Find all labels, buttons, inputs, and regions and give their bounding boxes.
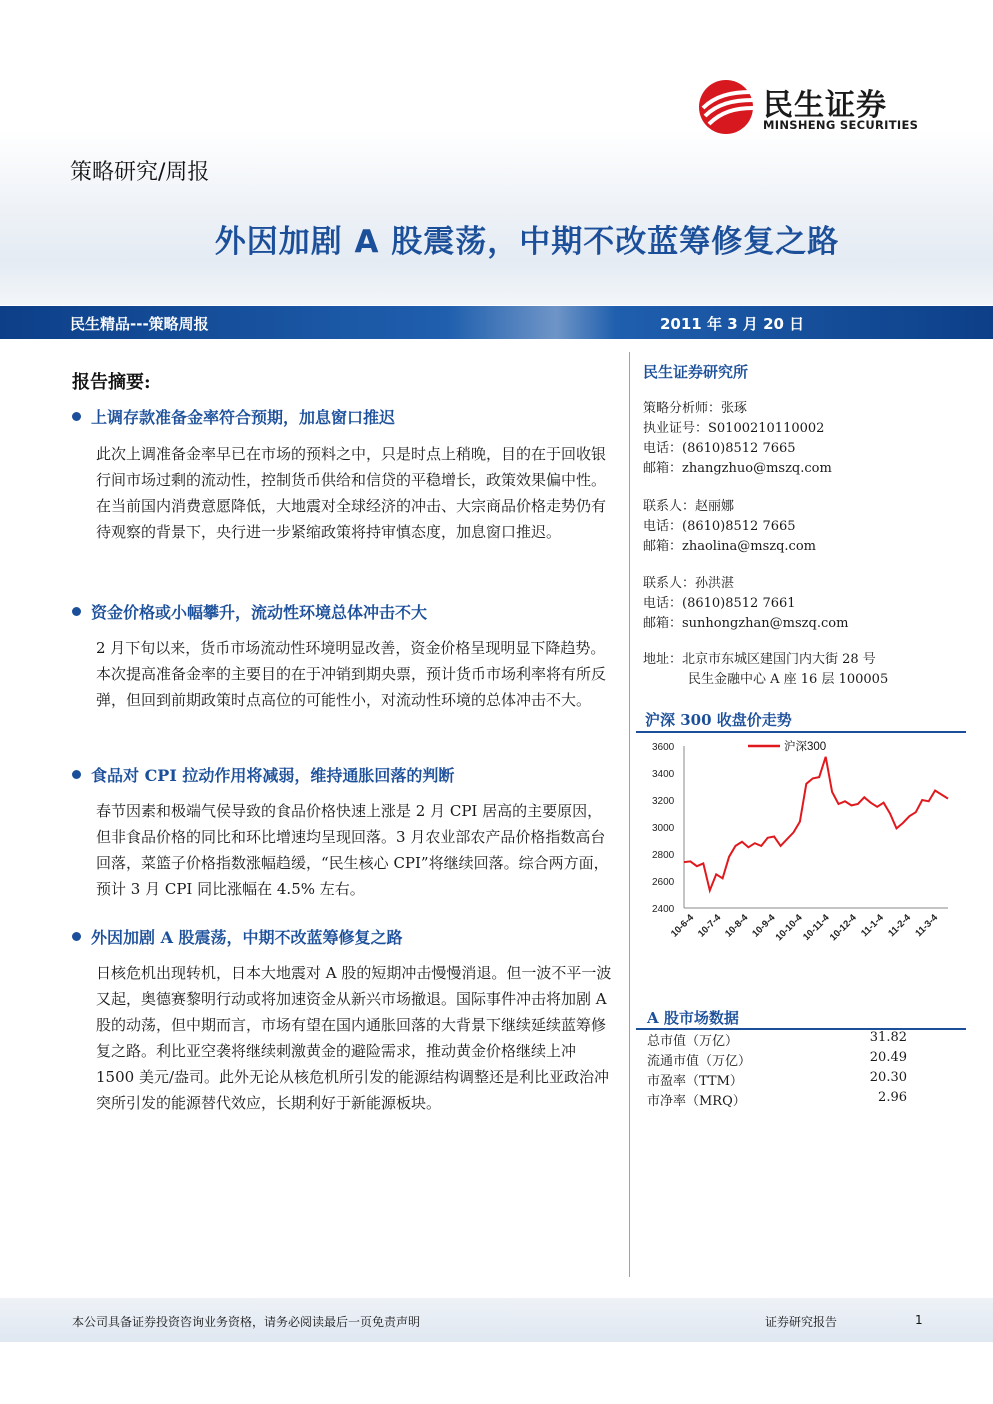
address-info [643,650,888,690]
market-value: 2.96 [878,1090,907,1105]
market-value: 31.82 [869,1030,907,1045]
bullet-icon [72,932,81,941]
market-label: 市净率（MRQ） [647,1094,746,1109]
market-row [647,1070,907,1090]
chart-legend [748,739,826,753]
section-title-1: 上调存款准备金率符合预期，加息窗口推迟 [72,405,395,428]
section-title-3: 食品对 CPI 拉动作用将减弱，维持通胀回落的判断 [72,763,454,786]
market-row [647,1030,907,1050]
analyst-info [643,399,832,479]
market-label: 流通市值（万亿） [647,1054,752,1069]
footer-disclaimer: 本公司具备证券投资咨询业务资格，请务必阅读最后一页免责声明 [72,1315,421,1329]
section-body-2: 2 月下旬以来，货币市场流动性环境明显改善，资金价格呈现明显下降趋势。本次提高准备金率的主要目的在于冲销到期央票，预计货币市场利率将有所反弹，但回到前期政策时点高位的可能性小，对流动性环境的总体冲击不大。 [96,639,607,709]
market-value: 20.49 [869,1050,907,1065]
abstract-heading: 报告摘要: [72,372,151,393]
contact-email[interactable]: 邮箱：zhaolina@mszq.com [643,539,816,554]
x-tick-label: 10-9-4 [750,912,778,940]
x-tick-label: 11-1-4 [859,912,886,940]
legend-label: 沪深300 [784,741,827,753]
market-data-title: A 股市场数据 [647,1009,739,1027]
logo-english-name: MINSHENG SECURITIES [763,118,919,132]
market-value: 20.30 [869,1070,907,1085]
bullet-icon [72,412,81,421]
hs300-line-chart [636,735,966,975]
x-tick-label: 11-3-4 [913,912,941,940]
column-divider [629,352,630,1277]
section-body-1: 此次上调准备金率早已在市场的预料之中，只是时点上稍晚，目的在于回收银行间市场过剩的流动性，控制货币供给和信贷的平稳增长，政策效果偏中性。在当前国内消费意愿降低，大地震对全球经济的冲击、大宗商品价格走势仍有待观察的背景下，央行进一步紧缩政策将持审慎态度，加息窗口推迟。 [96,445,607,541]
contact-phone: 电话：(8610)8512 7665 [643,519,796,534]
y-tick-label: 2600 [652,877,675,888]
series-label: 民生精品---策略周报 [70,315,209,333]
institute-name: 民生证券研究所 [643,363,749,381]
x-tick-label: 11-2-4 [886,912,914,940]
market-label: 总市值（万亿） [647,1034,739,1049]
footer-report-label: 证券研究报告 [765,1315,838,1329]
title-band [0,306,993,339]
contact-info-2 [643,574,848,634]
x-tick-label: 10-10-4 [773,912,805,944]
chart-title-rule [636,731,966,733]
page-number: 1 [915,1313,923,1327]
analyst-email[interactable]: 邮箱：zhangzhuo@mszq.com [643,461,832,476]
section-title-2: 资金价格或小幅攀升，流动性环境总体冲击不大 [72,600,427,623]
report-date: 2011 年 3 月 20 日 [660,315,805,333]
section-body-3: 春节因素和极端气侯导致的食品价格快速上涨是 2 月 CPI 居高的主要原因，但非食品价格的同比和环比增速均呈现回落。3 月农业部农产品价格指数高台回落，菜篮子价格指数涨幅趋缓，“民生核心 CPI”将继续回落。综合两方面，预计 3 月 CPI 同比涨幅在 4.5% 左右。 [96,802,609,898]
bullet-icon [72,770,81,779]
market-label: 市盈率（TTM） [647,1074,743,1089]
x-tick-label: 10-7-4 [696,912,724,940]
y-tick-label: 3600 [652,742,675,753]
analyst-phone: 电话：(8610)8512 7665 [643,441,796,456]
contact-info-1 [643,497,816,557]
report-title: 外因加剧 A 股震荡，中期不改蓝筹修复之路 [214,224,840,260]
minsheng-logo-icon [697,78,755,136]
page-footer [0,1298,993,1342]
y-tick-label: 3200 [652,796,675,807]
y-tick-label: 3000 [652,823,675,834]
analyst-name: 策略分析师：张琢 [643,401,748,416]
x-tick-label: 10-12-4 [827,912,859,944]
y-tick-label: 2400 [652,904,675,915]
x-tick-label: 10-8-4 [723,912,751,940]
y-tick-label: 3400 [652,769,675,780]
bullet-icon [72,607,81,616]
section-title-4: 外因加剧 A 股震荡，中期不改蓝筹修复之路 [72,925,403,948]
market-row [647,1090,907,1110]
y-axis [652,742,684,915]
contact-name: 联系人：赵丽娜 [643,499,735,514]
x-tick-label: 10-11-4 [801,912,832,943]
chart-title: 沪深 300 收盘价走势 [645,711,792,729]
address-line-1: 地址：北京市东城区建国门内大街 28 号 [643,652,876,667]
y-tick-label: 2800 [652,850,675,861]
address-line-2: 民生金融中心 A 座 16 层 100005 [688,672,889,687]
contact-name: 联系人：孙洪湛 [643,576,735,591]
x-axis [669,908,948,943]
contact-email[interactable]: 邮箱：sunhongzhan@mszq.com [643,616,849,631]
company-logo [697,78,927,138]
contact-phone: 电话：(8610)8512 7661 [643,596,796,611]
logo-chinese-name: 民生证券 [763,88,887,123]
analyst-license: 执业证号：S0100210110002 [643,421,825,436]
x-tick-label: 10-6-4 [668,912,697,940]
section-body-4: 日核危机出现转机，日本大地震对 A 股的短期冲击慢慢消退。但一波不平一波又起，奥德赛黎明行动或将加速资金从新兴市场撤退。国际事件冲击将加剧 A 股的动荡，但中期而言，市场有望在国内通胀回落的大背景下继续延续蓝筹修复之路。利比亚空袭将继续刺激黄金的避险需求，推动黄金价格继续上冲 1500 美元/盎司。此外无论从核危机所引发的能源结构调整还是利比亚政治冲突所引发的能源替代效应，长期利好于新能源板块。 [96,964,612,1112]
market-row [647,1050,907,1070]
series-line-hs300 [684,757,948,891]
market-data-table [647,1030,907,1110]
report-type: 策略研究/周报 [70,160,210,185]
